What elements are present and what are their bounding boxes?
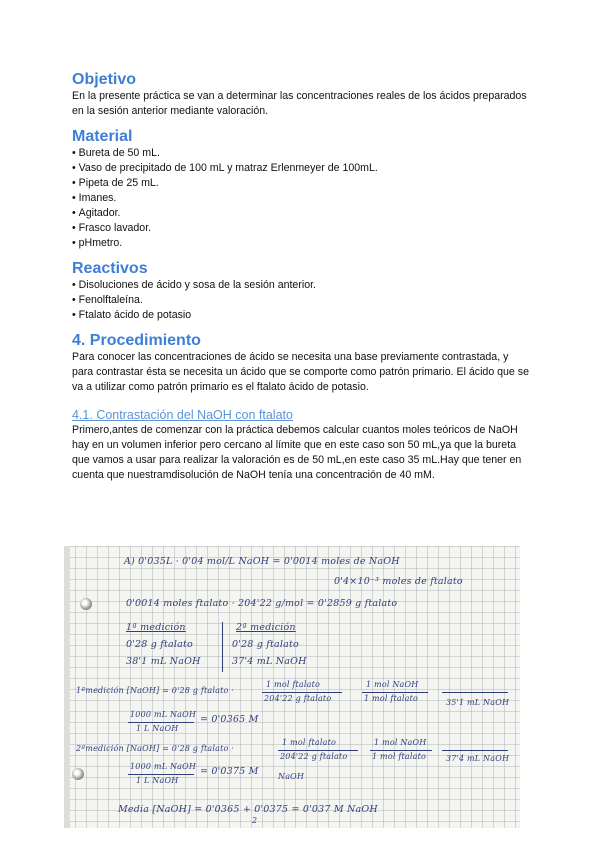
calc-2-frac1-num: 1 mol ftalato	[282, 738, 337, 747]
calc-1-frac2-num: 1 mol NaOH	[366, 680, 419, 689]
note-line-3: 0'0014 moles ftalato · 204'22 g/mol = 0'2859 g ftalato	[126, 598, 398, 609]
calc-1-ratio-den: 1 L NaOH	[136, 724, 179, 733]
media-line: Media [NaOH] = 0'0365 + 0'0375 = 0'037 M NaOH	[118, 804, 378, 815]
calc-2-lhs: 2ªmedición [NaOH] = 0'28 g ftalato ·	[76, 744, 235, 753]
calc-1-frac3-den: 35'1 mL NaOH	[446, 698, 510, 707]
binder-ring-icon	[72, 768, 84, 780]
measure-2-heading: 2ª medición	[236, 622, 296, 633]
list-item: • pHmetro.	[72, 236, 532, 251]
reactivos-heading: Reactivos	[72, 260, 148, 277]
procedimiento-heading: 4. Procedimiento	[72, 332, 201, 349]
measure-1-volume: 38'1 mL NaOH	[126, 656, 201, 667]
list-item: • Imanes.	[72, 191, 532, 206]
section-contrastacion	[72, 407, 532, 483]
list-item: • Disoluciones de ácido y sosa de la sesión anterior.	[72, 278, 532, 293]
list-item: • Pipeta de 25 mL.	[72, 176, 532, 191]
measure-2-mass: 0'28 g ftalato	[232, 639, 299, 650]
calc-2-frac1-den: 204'22 g ftalato	[280, 752, 348, 761]
calc-1-frac2-den: 1 mol ftalato	[364, 694, 419, 703]
measure-2-volume: 37'4 mL NaOH	[232, 656, 307, 667]
contrastacion-text: Primero,antes de comenzar con la práctica debemos calcular cuantos moles teóricos de NaOH hay en un volumen inferior pero cercano al límite que en este caso son 50 mL,ya que la bureta que vamos a usar para realizar la valoración es de 50 mL,en este caso 35 mL.Hay que tener en cuenta que nuestramdisolución de NaOH tenía una concentración de 40 mM.	[72, 424, 522, 481]
handwritten-notes-photo	[64, 546, 520, 828]
fraction-bar	[370, 750, 432, 751]
calc-2-frac3-den: 37'4 mL NaOH	[446, 754, 510, 763]
procedimiento-text: Para conocer las concentraciones de ácido se necesita una base previamente contrastada, y para contrastar ésta se necesita un ácido que se comporte como patrón primario. El ácido que se va a utilizar como patrón primario es el ftalato ácido de potasio.	[72, 351, 529, 393]
material-list	[72, 146, 532, 251]
fraction-bar	[362, 692, 428, 693]
list-item: • Vaso de precipitado de 100 mL y matraz Erlenmeyer de 100mL.	[72, 161, 532, 176]
notebook-edge	[64, 546, 70, 828]
list-item: • Fenolftaleína.	[72, 293, 532, 308]
note-line-2: 0'4×10⁻³ moles de ftalato	[334, 576, 463, 587]
objetivo-text: En la presente práctica se van a determinar las concentraciones reales de los ácidos preparados en la sesión anterior mediante valoración.	[72, 90, 527, 117]
section-procedimiento	[72, 331, 532, 395]
fraction-bar	[442, 692, 508, 693]
calc-1-frac1-den: 204'22 g ftalato	[264, 694, 332, 703]
list-item: • Agitador.	[72, 206, 532, 221]
section-objetivo	[72, 70, 532, 119]
note-line-1: A) 0'035L · 0'04 mol/L NaOH = 0'0014 moles de NaOH	[124, 556, 400, 567]
section-material	[72, 127, 532, 251]
objetivo-heading: Objetivo	[72, 71, 137, 88]
reactivos-list	[72, 278, 532, 323]
measure-1-heading: 1ª medición	[126, 622, 186, 633]
calc-1-result: = 0'0365 M	[200, 714, 259, 725]
fraction-bar	[442, 750, 508, 751]
calc-2-ratio-den: 1 L NaOH	[136, 776, 179, 785]
section-reactivos	[72, 259, 532, 323]
fraction-bar	[128, 722, 194, 723]
calc-2-ratio-num: 1000 mL NaOH	[130, 762, 197, 771]
calc-1-frac1-num: 1 mol ftalato	[266, 680, 321, 689]
calc-2-frac2-num: 1 mol NaOH	[374, 738, 427, 747]
measure-1-mass: 0'28 g ftalato	[126, 639, 193, 650]
document-body	[72, 70, 532, 491]
calc-2-result: = 0'0375 M	[200, 766, 259, 777]
binder-ring-icon	[80, 598, 92, 610]
list-item: • Ftalato ácido de potasio	[72, 308, 532, 323]
list-item: • Bureta de 50 mL.	[72, 146, 532, 161]
contrastacion-heading: 4.1. Contrastación del NaOH con ftalato	[72, 408, 293, 422]
calc-1-lhs: 1ªmedición [NaOH] = 0'28 g ftalato ·	[76, 686, 235, 695]
fraction-bar	[128, 774, 194, 775]
material-heading: Material	[72, 128, 133, 145]
fraction-bar	[278, 750, 358, 751]
fraction-bar	[262, 692, 342, 693]
list-item: • Frasco lavador.	[72, 221, 532, 236]
media-denominator: 2	[252, 816, 258, 825]
calc-1-ratio-num: 1000 mL NaOH	[130, 710, 197, 719]
calc-2-frac2-den: 1 mol ftalato	[372, 752, 427, 761]
table-divider	[222, 622, 223, 672]
calc-2-result-unit: NaOH	[278, 772, 305, 781]
